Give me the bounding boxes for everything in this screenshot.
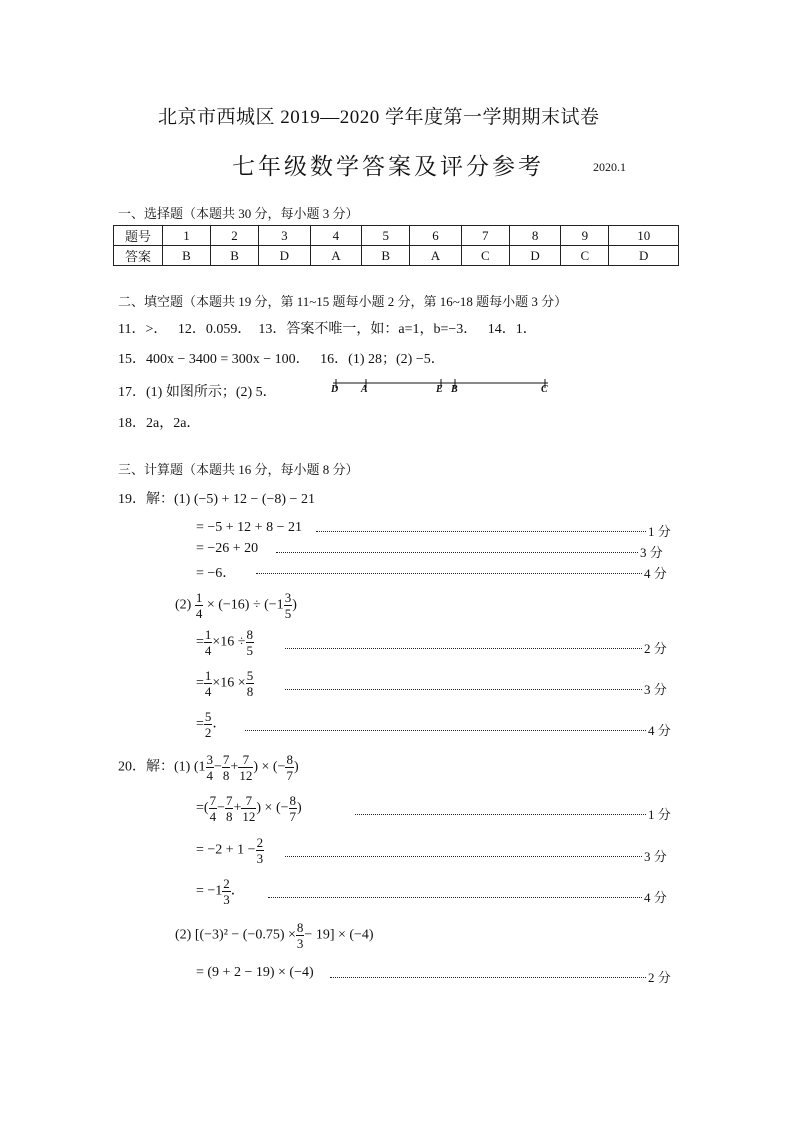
q20-step1 — [196, 793, 302, 824]
denominator: 7 — [286, 768, 293, 783]
score-label: 2 分 — [644, 641, 667, 656]
q20-heading — [118, 752, 299, 783]
expr-text: ) — [293, 759, 299, 775]
fraction — [241, 793, 256, 824]
table-cell: 10 — [609, 226, 679, 246]
table-cell: D — [259, 246, 311, 266]
fraction — [206, 752, 215, 783]
expr-text: ) — [297, 800, 302, 816]
table-cell: A — [310, 246, 362, 266]
table-cell: D — [609, 246, 679, 266]
denominator: 4 — [206, 768, 213, 783]
denominator: 3 — [296, 936, 304, 951]
table-cell: 答案 — [114, 246, 163, 266]
numerator: 5 — [204, 709, 212, 724]
fraction — [222, 876, 231, 907]
point-label-c: C — [541, 384, 548, 395]
denominator: 4 — [204, 684, 212, 699]
numerator: 8 — [246, 627, 253, 642]
expr-text: ×16 ÷ — [212, 634, 246, 650]
table-cell: 9 — [561, 226, 609, 246]
expr-text: ×16 × — [212, 675, 246, 691]
expr-text: + — [230, 759, 239, 775]
table-cell: B — [211, 246, 259, 266]
table-cell: 1 — [163, 226, 211, 246]
expr-text: =( — [196, 800, 209, 816]
expr-text: = — [196, 634, 204, 650]
fraction — [285, 752, 294, 783]
score-label: 2 分 — [648, 970, 671, 985]
table-row — [114, 246, 679, 266]
leader-dots — [285, 689, 642, 690]
q19-part2-step3 — [196, 709, 226, 740]
numerator: 5 — [246, 668, 254, 683]
denominator: 7 — [289, 809, 296, 824]
expr-text: − — [214, 759, 222, 775]
fraction — [246, 627, 255, 658]
fraction — [256, 835, 265, 866]
expr-text: ． — [230, 883, 245, 899]
numerator: 8 — [289, 793, 296, 808]
score-label: 1 分 — [648, 807, 671, 822]
table-cell: B — [362, 246, 410, 266]
point-label-a: A — [361, 384, 368, 395]
fraction — [238, 752, 253, 783]
leader-dots — [316, 531, 646, 532]
denominator: 8 — [225, 809, 233, 824]
table-cell: 题号 — [114, 226, 163, 246]
leader-dots — [285, 648, 642, 649]
q20-part2-step1: = (9 + 2 − 19) × (−4) — [196, 965, 314, 980]
numerator: 2 — [256, 835, 264, 850]
leader-dots — [245, 730, 646, 731]
fraction — [284, 590, 293, 621]
document-subtitle: 七年级数学答案及评分参考 — [232, 154, 544, 179]
answer-table — [113, 225, 679, 266]
expr-text: (1 — [193, 759, 206, 775]
denominator: 5 — [284, 606, 292, 621]
table-row — [114, 226, 679, 246]
expr-text: ) — [292, 597, 297, 613]
score-label: 1 分 — [648, 524, 671, 539]
leader-dots — [268, 897, 642, 898]
section2-title: 二、填空题（本题共 19 分，第 11~15 题每小题 2 分，第 16~18 题每小题 3 分） — [118, 294, 568, 309]
score-label: 3 分 — [644, 682, 667, 697]
table-cell: B — [163, 246, 211, 266]
q19-step3: = −6． — [196, 566, 237, 581]
denominator: 3 — [223, 892, 230, 907]
table-cell: 4 — [310, 226, 362, 246]
score-label: 3 分 — [644, 849, 667, 864]
table-cell: 8 — [509, 226, 561, 246]
table-cell: 2 — [211, 226, 259, 246]
part-label: (2) — [175, 597, 192, 613]
point-label-d: D — [331, 384, 339, 395]
table-cell: 5 — [362, 226, 410, 246]
denominator: 8 — [222, 768, 230, 783]
expr-text: × (− — [261, 759, 286, 775]
expr-text: (2) [(−3)² − (−0.75) × — [175, 927, 296, 943]
expr-text: ) — [253, 759, 262, 775]
point-label-b: B — [451, 384, 458, 395]
expr-text: = — [196, 716, 204, 732]
fraction — [195, 590, 204, 621]
denominator: 2 — [204, 725, 212, 740]
denominator: 4 — [195, 606, 203, 621]
fraction — [209, 793, 218, 824]
fill-line-11-14: 11．>． 12．0.059． 13．答案不唯一，如：a=1，b=−3． 14．1． — [118, 322, 537, 337]
expr-text: ． — [212, 716, 227, 732]
expr-text: × (−16) ÷ (−1 — [206, 597, 284, 613]
expr-text: = −1 — [196, 883, 223, 899]
leader-dots — [276, 552, 638, 553]
numerator: 7 — [238, 752, 253, 768]
leader-dots — [355, 814, 646, 815]
table-cell: D — [509, 246, 561, 266]
fill-line-15-16: 15．400x − 3400 = 300x − 100． 16．(1) 28；(2) −5． — [118, 352, 445, 367]
leader-dots — [330, 977, 646, 978]
table-cell: 6 — [410, 226, 462, 246]
numerator: 8 — [296, 920, 304, 935]
score-label: 4 分 — [644, 890, 667, 905]
denominator: 5 — [246, 643, 253, 658]
numerator: 3 — [206, 752, 213, 767]
numerator: 8 — [286, 752, 293, 767]
numerator: 1 — [195, 590, 203, 605]
table-cell: C — [561, 246, 609, 266]
numerator: 7 — [222, 752, 230, 767]
q19-step2: = −26 + 20 — [196, 541, 259, 556]
q20-step2 — [196, 835, 264, 866]
fraction — [289, 793, 298, 824]
expr-text: − 19] × (−4) — [304, 927, 374, 943]
numerator: 1 — [204, 627, 212, 642]
leader-dots — [256, 573, 642, 574]
table-cell: A — [410, 246, 462, 266]
numerator: 3 — [284, 590, 292, 605]
table-cell: C — [461, 246, 509, 266]
numerator: 1 — [204, 668, 212, 683]
denominator: 4 — [204, 643, 212, 658]
fraction — [246, 668, 255, 699]
denominator: 8 — [246, 684, 254, 699]
score-label: 3 分 — [640, 545, 663, 560]
q20-part2 — [175, 920, 374, 951]
denominator: 12 — [242, 809, 256, 824]
expr-text: − — [217, 800, 225, 816]
expr-text: × (− — [264, 800, 289, 816]
numerator: 7 — [225, 793, 233, 808]
section1-title: 一、选择题（本题共 30 分，每小题 3 分） — [118, 206, 359, 221]
expr-text: = — [196, 675, 204, 691]
table-cell: 3 — [259, 226, 311, 246]
document-title: 北京市西城区 2019—2020 学年度第一学期期末试卷 — [158, 107, 600, 128]
section3-title: 三、计算题（本题共 16 分，每小题 8 分） — [118, 462, 359, 477]
q19-part2-step2 — [196, 668, 254, 699]
fill-line-17: 17．(1) 如图所示；(2) 5． — [118, 385, 277, 400]
fill-line-18: 18．2a，2a． — [118, 416, 201, 431]
q20-step3 — [196, 876, 245, 907]
q19-part2-step1 — [196, 627, 254, 658]
expr-text: 20．解：(1) — [118, 759, 191, 775]
table-cell: 7 — [461, 226, 509, 246]
score-label: 4 分 — [648, 723, 671, 738]
denominator: 12 — [239, 768, 253, 783]
expr-text: = −2 + 1 − — [196, 842, 256, 858]
q19-part2 — [175, 590, 297, 621]
leader-dots — [285, 856, 642, 857]
point-label-e: E — [436, 384, 443, 395]
numerator: 7 — [241, 793, 256, 809]
q19-step1: = −5 + 12 + 8 − 21 — [196, 520, 302, 535]
numerator: 2 — [223, 876, 230, 891]
expr-text: + — [233, 800, 242, 816]
denominator: 3 — [256, 851, 264, 866]
numerator: 7 — [209, 793, 217, 808]
q19-heading: 19．解：(1) (−5) + 12 − (−8) − 21 — [118, 492, 315, 507]
document-date: 2020.1 — [593, 160, 626, 174]
denominator: 4 — [209, 809, 217, 824]
score-label: 4 分 — [644, 566, 667, 581]
expr-text: ) — [256, 800, 265, 816]
